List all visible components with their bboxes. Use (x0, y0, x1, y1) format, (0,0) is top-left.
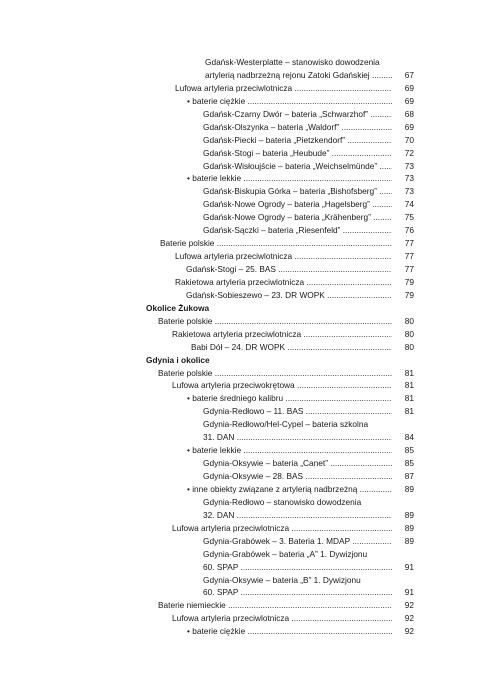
toc-entry-title: Gdańsk-Biskupia Górka – bateria „Bishofsberg” ..... (203, 185, 414, 198)
toc-page-number: 79 (392, 289, 414, 302)
toc-page-number: 91 (392, 561, 414, 574)
toc-entry-title: Gdańsk-Westerplatte – stanowisko dowodzenia (205, 57, 380, 67)
toc-page-number: 73 (392, 185, 414, 198)
toc-entry (0, 198, 480, 211)
toc-entry (0, 276, 480, 289)
toc-page-number: 80 (392, 328, 414, 341)
toc-entry (0, 147, 480, 160)
toc-entry-title: • baterie ciężkie ..... (187, 95, 414, 108)
toc-entry (0, 95, 480, 108)
toc-page-number: 68 (392, 108, 414, 121)
toc-entry (0, 250, 480, 263)
toc-page-number: 79 (392, 276, 414, 289)
toc-entry (0, 392, 480, 405)
toc-section-heading (0, 302, 480, 315)
toc-entry (0, 561, 480, 574)
toc-entry-title: • baterie lekkie ..... (187, 444, 414, 457)
toc-page-number: 80 (392, 315, 414, 328)
toc-entry (0, 509, 480, 522)
toc-section-heading (0, 354, 480, 367)
toc-entry (0, 612, 480, 625)
toc-entry-title: Gdańsk-Wisłoujście – bateria „Weichselmünde” ..... (203, 160, 414, 173)
toc-entry-title: Gdynia-Redłowo/Hel-Cypel – bateria szkolna (203, 419, 369, 430)
toc-page-number: 85 (392, 457, 414, 470)
toc-entry (0, 185, 480, 198)
toc-entry-title: 31. DAN ..... (203, 431, 414, 444)
toc-entry (0, 418, 480, 431)
toc-entry-title: Gdańsk-Czarny Dwór – bateria „Schwarzhof” ..... (203, 108, 414, 121)
toc-entry-title: Gdańsk-Stogi – bateria „Heubude” ..... (203, 147, 414, 160)
toc-entry-title: Gdańsk-Sączki – bateria „Riesenfeld” ..... (203, 224, 414, 237)
toc-entry-title: Gdańsk-Stogi – 25. BAS ..... (186, 263, 414, 276)
toc-entry (0, 457, 480, 470)
toc-entry-title: Gdańsk-Nowe Ogrody – bateria „Hagelsberg” ..... (203, 198, 414, 211)
toc-entry (0, 431, 480, 444)
toc-page-number: 69 (392, 121, 414, 134)
toc-entry (0, 535, 480, 548)
toc-entry (0, 263, 480, 276)
toc-page-number: 77 (392, 250, 414, 263)
toc-entry (0, 108, 480, 121)
toc-page-number: 89 (392, 535, 414, 548)
toc-entry-title: Gdańsk-Olszynka – bateria „Waldorf” ..... (203, 121, 414, 134)
toc-entry-title: Lufowa artyleria przeciwlotnicza ..... (172, 612, 414, 625)
toc-entry-title: Gdynia-Oksywie – 28. BAS ..... (203, 470, 414, 483)
toc-entry (0, 367, 480, 380)
toc-entry-title: Gdynia-Oksywie – bateria „Canet” ..... (203, 457, 414, 470)
toc-entry (0, 405, 480, 418)
toc-entry-title: Okolice Żukowa (146, 302, 210, 313)
toc-page-number: 75 (392, 211, 414, 224)
toc-entry-title: Baterie polskie ..... (158, 315, 414, 328)
toc-entry-title: Gdańsk-Sobieszewo – 23. DR WOPK ..... (186, 289, 414, 302)
toc-entry-title: • inne obiekty związane z artylerią nadbrzeżną ..... (187, 483, 414, 496)
toc-entry-title: • baterie średniego kalibru ..... (187, 392, 414, 405)
toc-entry-title: Gdynia-Redłowo – stanowisko dowodzenia (203, 496, 362, 507)
toc-entry-title: Gdańsk-Nowe Ogrody – bateria „Krähenberg” ..... (203, 211, 414, 224)
toc-page-number: 80 (392, 341, 414, 354)
toc-entry (0, 586, 480, 599)
toc-entry-title: 32. DAN ..... (203, 509, 414, 522)
toc-entry (0, 211, 480, 224)
toc-page-number: 72 (392, 147, 414, 160)
toc-entry (0, 134, 480, 147)
toc-entry (0, 599, 480, 612)
toc-entry-title: Baterie polskie ..... (158, 367, 414, 380)
toc-entry-title: 60. SPAP ..... (203, 586, 414, 599)
toc-page-number: 92 (392, 625, 414, 638)
toc-page-number: 73 (392, 160, 414, 173)
toc-page-number: 91 (392, 586, 414, 599)
toc-entry (0, 315, 480, 328)
toc-entry-title: Lufowa artyleria przeciwlotnicza ..... (175, 250, 414, 263)
toc-page-number: 69 (392, 82, 414, 95)
toc-entry-title: Lufowa artyleria przeciwlotnicza ..... (175, 82, 414, 95)
toc-page-number: 92 (392, 599, 414, 612)
toc-page-number: 73 (392, 172, 414, 185)
toc-entry (0, 82, 480, 95)
toc-entry-title: • baterie ciężkie ..... (187, 625, 414, 638)
toc-entry-title: Babi Dół – 24. DR WOPK ..... (191, 341, 414, 354)
toc-entry-title: Lufowa artyleria przeciwlotnicza ..... (172, 522, 414, 535)
toc-entry (0, 496, 480, 509)
toc-page-number: 89 (392, 509, 414, 522)
toc-page-number: 77 (392, 237, 414, 250)
toc-page-number: 76 (392, 224, 414, 237)
toc-entry-title: Gdynia-Redłowo – 11. BAS ..... (203, 405, 414, 418)
toc-entry (0, 56, 480, 69)
toc-entry (0, 160, 480, 173)
toc-entry-title: • baterie lekkie ..... (187, 172, 414, 185)
toc-page-number: 81 (392, 392, 414, 405)
toc-page-number: 74 (392, 198, 414, 211)
toc-entry (0, 237, 480, 250)
toc-page-number: 81 (392, 379, 414, 392)
toc-entry (0, 522, 480, 535)
toc-entry-title: Gdańsk-Piecki – bateria „Pietzkendorf” ..... (203, 134, 414, 147)
toc-page-number: 70 (392, 134, 414, 147)
toc-entry (0, 548, 480, 561)
toc-page-number: 87 (392, 470, 414, 483)
toc-page-number: 81 (392, 405, 414, 418)
toc-entry-title: 60. SPAP ..... (203, 561, 414, 574)
toc-page-number: 89 (392, 522, 414, 535)
toc-entry (0, 379, 480, 392)
toc-entry (0, 121, 480, 134)
toc-entry (0, 625, 480, 638)
toc-entry-title: Gdynia-Oksywie – bateria „B” 1. Dywizjonu (203, 574, 361, 585)
toc-entry (0, 289, 480, 302)
toc-page-number: 69 (392, 95, 414, 108)
toc-entry-title: Gdynia-Grabówek – 3. Bateria 1. MDAP ..... (203, 535, 414, 548)
table-of-contents (0, 56, 480, 638)
toc-page-number: 67 (392, 69, 414, 82)
toc-entry (0, 328, 480, 341)
toc-page-number: 77 (392, 263, 414, 276)
toc-entry (0, 224, 480, 237)
toc-entry (0, 470, 480, 483)
toc-page-number: 85 (392, 444, 414, 457)
toc-page-number: 89 (392, 483, 414, 496)
toc-entry (0, 341, 480, 354)
toc-entry-title: Baterie polskie ..... (160, 237, 414, 250)
toc-entry (0, 172, 480, 185)
toc-entry-title: Lufowa artyleria przeciwokrętowa ..... (172, 379, 414, 392)
toc-entry-title: Gdynia i okolice (146, 354, 210, 365)
toc-entry-title: Rakietowa artyleria przeciwlotnicza ..... (175, 276, 414, 289)
toc-entry-title: Gdynia-Grabówek – bateria „A” 1. Dywizjonu (203, 548, 368, 559)
toc-entry-title: Baterie niemieckie ..... (158, 599, 414, 612)
toc-entry-title: artylerią nadbrzeżną rejonu Zatoki Gdańskiej ..... (205, 69, 414, 82)
toc-entry (0, 444, 480, 457)
toc-entry-title: Rakietowa artyleria przeciwlotnicza ..... (172, 328, 414, 341)
toc-page-number: 92 (392, 612, 414, 625)
toc-entry (0, 69, 480, 82)
toc-entry (0, 483, 480, 496)
toc-entry (0, 574, 480, 587)
toc-page-number: 81 (392, 367, 414, 380)
toc-page-number: 84 (392, 431, 414, 444)
